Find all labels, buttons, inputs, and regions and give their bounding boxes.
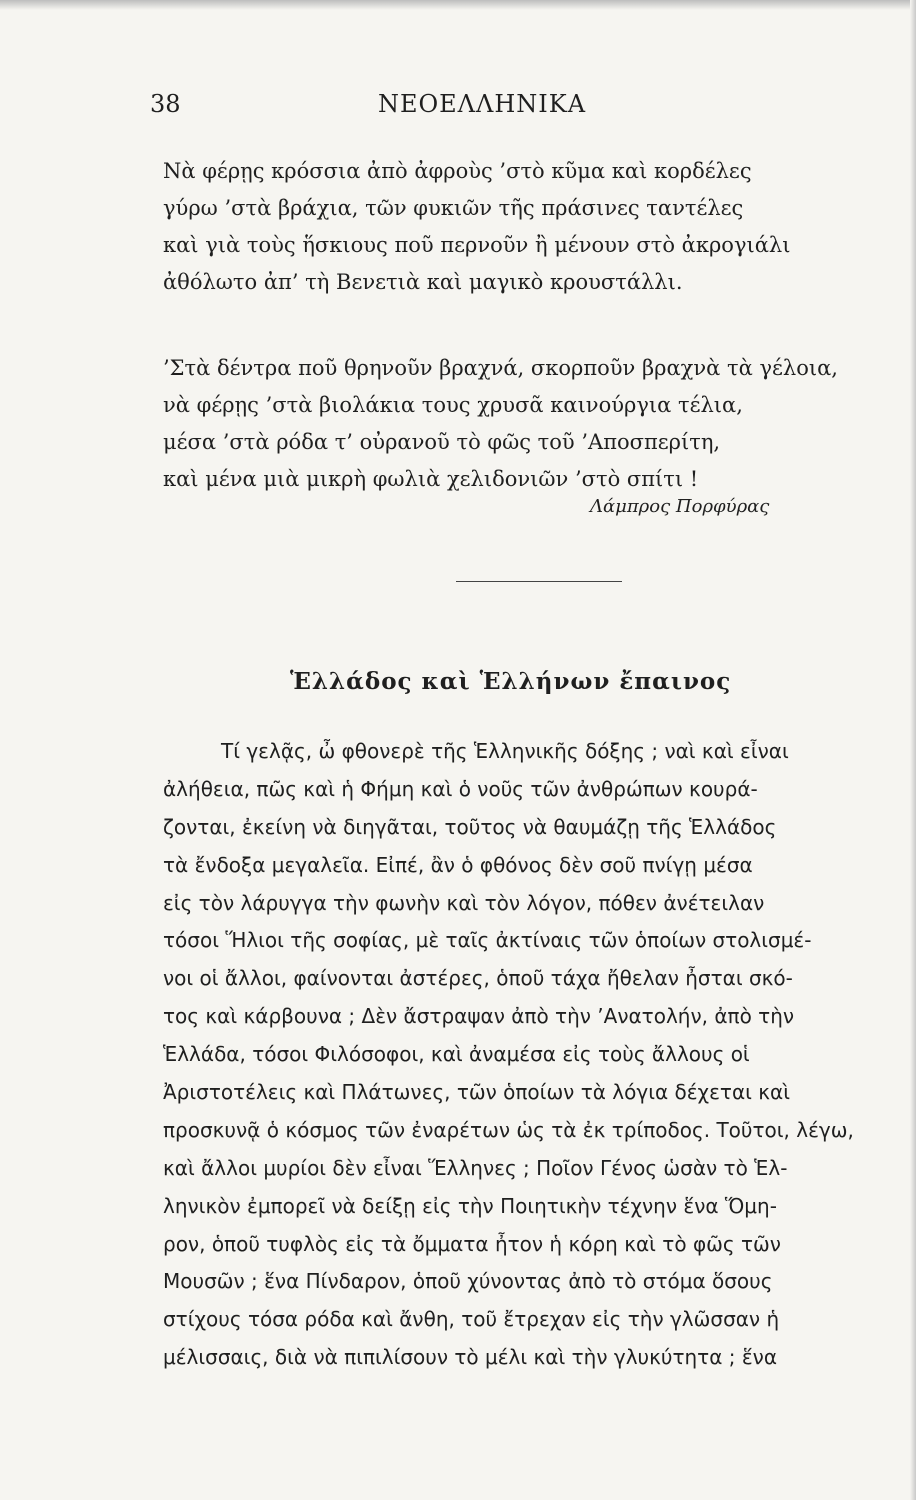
article-line: ληνικὸν ἐμπορεῖ νὰ δείξῃ εἰς τὴν Ποιητικὴν τέχνην ἕνα Ὅμη-	[163, 1193, 777, 1218]
article-line: εἰς τὸν λάρυγγα τὴν φωνὴν καὶ τὸν λόγον, πόθεν ἀνέτειλαν	[163, 890, 765, 915]
article-line: τὰ ἔνδοξα μεγαλεῖα. Εἰπέ, ἂν ὁ φθόνος δὲν σοῦ πνίγῃ μέσα	[163, 852, 753, 877]
poem-line: Νὰ φέρῃς κρόσσια ἀπὸ ἀφροὺς ’στὸ κῦμα καὶ κορδέλες	[163, 159, 752, 183]
poem-line: καὶ γιὰ τοὺς ἥσκιους ποῦ περνοῦν ἢ μένουν στὸ ἀκρογιάλι	[163, 233, 791, 257]
poem-stanza-2	[163, 350, 903, 498]
article-line: ρον, ὁποῦ τυφλὸς εἰς τὰ ὄμματα ἦτον ἡ κόρη καὶ τὸ φῶς τῶν	[163, 1231, 781, 1256]
article-line: ζονται, ἐκείνη νὰ διηγᾶται, τοῦτος νὰ θαυμάζῃ τῆς Ἑλλάδος	[163, 814, 777, 839]
poem-line: ἀθόλωτο ἀπ’ τὴ Βενετιὰ καὶ μαγικὸ κρουστάλλι.	[163, 270, 683, 294]
page-header	[150, 90, 870, 130]
poem-line: γύρω ’στὰ βράχια, τῶν φυκιῶν τῆς πράσινες ταντέλες	[163, 196, 744, 220]
article-line: τόσοι Ἥλιοι τῆς σοφίας, μὲ ταῖς ἀκτίναις τῶν ὁποίων στολισμέ-	[163, 928, 812, 953]
article-line: Τί γελᾷς, ὦ φθονερὲ τῆς Ἑλληνικῆς δόξης ; ναὶ καὶ εἶναι	[221, 739, 789, 763]
article-line: Ἀριστοτέλεις καὶ Πλάτωνες, τῶν ὁποίων τὰ λόγια δέχεται καὶ	[163, 1080, 791, 1105]
poem-line: μέσα ’στὰ ρόδα τ’ οὐρανοῦ τὸ φῶς τοῦ ’Αποσπερίτη,	[163, 430, 721, 454]
page-number: 38	[150, 90, 181, 118]
poem-signature: Λάμπρος Πορφύρας	[590, 496, 770, 517]
article-line: στίχους τόσα ρόδα καὶ ἄνθη, τοῦ ἔτρεχαν εἰς τὴν γλῶσσαν ἡ	[163, 1307, 780, 1332]
poem-line: νὰ φέρῃς ’στὰ βιολάκια τους χρυσᾶ καινούργια τέλια,	[163, 393, 743, 417]
article-line: Μουσῶν ; ἕνα Πίνδαρον, ὁποῦ χύνοντας ἀπὸ τὸ στόμα ὅσους	[163, 1269, 773, 1294]
poem-line: ’Στὰ δέντρα ποῦ θρηνοῦν βραχνά, σκορποῦν βραχνὰ τὰ γέλοια,	[163, 356, 838, 380]
article-line: μέλισσαις, διὰ νὰ πιπιλίσουν τὸ μέλι καὶ τὴν γλυκύτητα ; ἕνα	[163, 1345, 778, 1370]
poem-stanza-1	[163, 153, 903, 301]
page-top-edge	[0, 0, 916, 10]
poem-line: καὶ μένα μιὰ μικρὴ φωλιὰ χελιδονιῶν ’στὸ σπίτι !	[163, 467, 699, 491]
article-line: τος καὶ κάρβουνα ; Δὲν ἄστραψαν ἀπὸ τὴν ’Ανατολήν, ἀπὸ τὴν	[163, 1004, 795, 1029]
article-line: Ἑλλάδα, τόσοι Φιλόσοφοι, καὶ ἀναμέσα εἰς τοὺς ἄλλους οἱ	[163, 1042, 750, 1067]
section-divider	[456, 581, 622, 582]
article-line: νοι οἱ ἄλλοι, φαίνονται ἀστέρες, ὁποῦ τάχα ἤθελαν ἦσται σκό-	[163, 966, 793, 991]
section-heading: Ἑλλάδος καὶ Ἑλλήνων ἔπαινος	[290, 668, 732, 695]
article-line: ἀλήθεια, πῶς καὶ ἡ Φήμη καὶ ὁ νοῦς τῶν ἀνθρώπων κουρά-	[163, 776, 758, 801]
article-line: καὶ ἄλλοι μυρίοι δὲν εἶναι Ἕλληνες ; Ποῖον Γένος ὡσὰν τὸ Ἑλ-	[163, 1155, 788, 1180]
running-title: ΝΕΟΕΛΛΗΝΙΚΑ	[377, 90, 587, 118]
article-line: προσκυνᾷ ὁ κόσμος τῶν ἐναρέτων ὡς τὰ ἐκ τρίποδος. Τοῦτοι, λέγω,	[163, 1117, 854, 1142]
article-body	[163, 733, 916, 1377]
